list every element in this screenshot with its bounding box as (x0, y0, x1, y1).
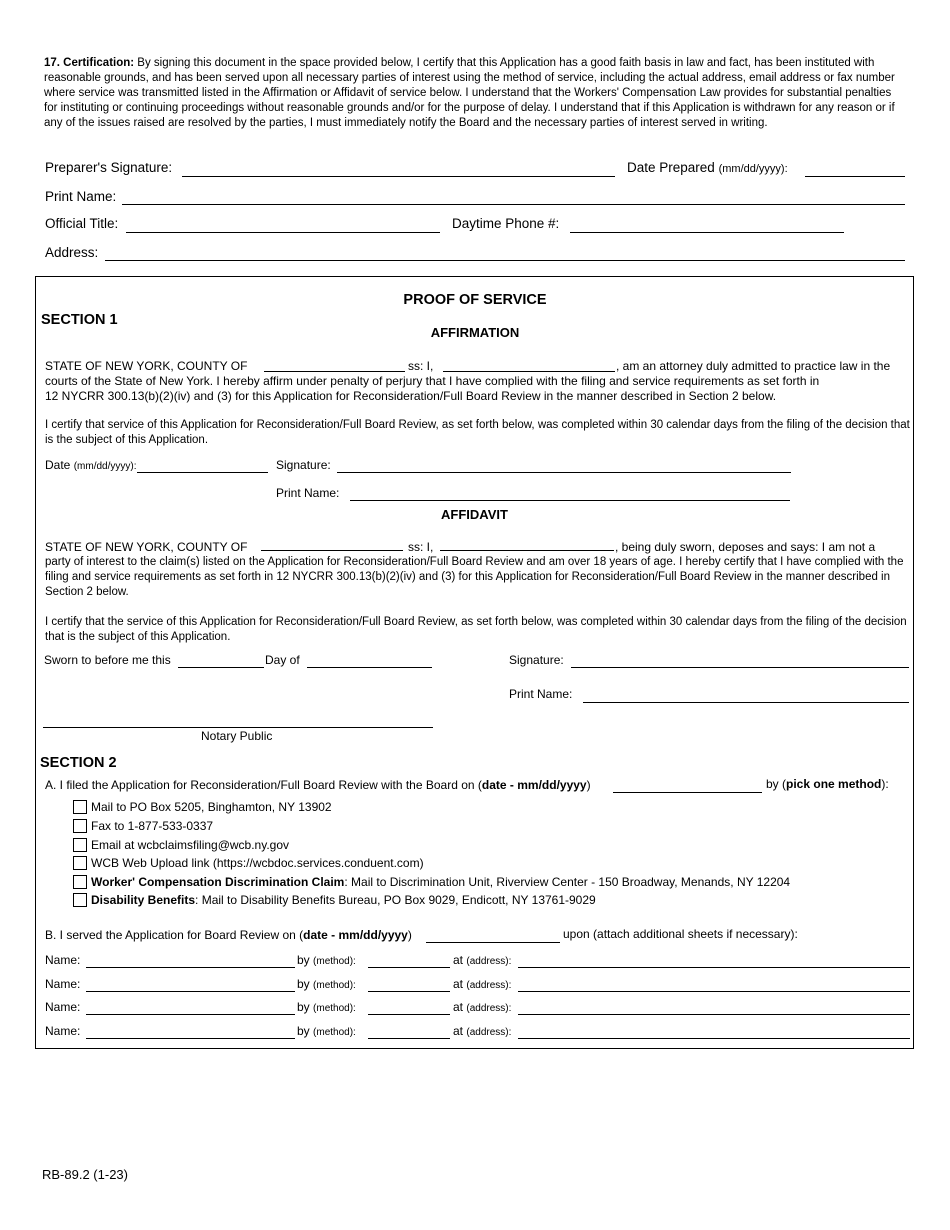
date-format-hint: (mm/dd/yyyy): (718, 163, 788, 175)
proof-of-service-title: PROOF OF SERVICE (403, 292, 547, 308)
served-name-label: Name: (45, 1024, 81, 1038)
affidavit-ss-label: ss: I, (408, 540, 434, 554)
affidavit-print-name-field[interactable] (583, 702, 909, 703)
affirmation-text-tail: , am an attorney duly admitted to practice law in the (616, 359, 891, 373)
affidavit-signature-field[interactable] (571, 667, 909, 668)
fax-checkbox[interactable] (73, 819, 87, 833)
official-title-label: Official Title: (45, 216, 119, 231)
date-prepared-label: Date Prepared (mm/dd/yyyy): (627, 160, 788, 175)
affirmation-county-field[interactable] (264, 371, 405, 372)
affirmation-ss-label: ss: I, (408, 359, 434, 373)
affidavit-text-rest: party of interest to the claim(s) listed on the Application for Reconsideration/Full Board Review and am over 18 years of age. I hereby certify that I have complied with the filing and service requirements as set forth in 12 NYCRR 300.13(b)(2)(iv) and (3) for this Application for Reconsideration/Full Board Review in the manner described in Section 2 below. (45, 556, 904, 598)
part-a-date-field[interactable] (613, 792, 762, 793)
certification-text: By signing this document in the space provided below, I certify that this Application has a good faith basis in law and fact, has been instituted with reasonable grounds, and has been served upon all necessary parties of interest using the method of service, including the actual address, email address or fax number where service was transmitted listed in the Affirmation or Affidavit of service below. I understand that the Workers' Compensation Law provides for substantial penalties for instituting or continuing proceedings without reasonable grounds and/or for the purpose of delay. I understand that if this Application is withdrawn for any reason or if any of the issues raised are resolved by the parties, I must immediately notify the Board and the necessary parties of interest served in writing. (44, 57, 895, 129)
served-by-label: by (method): (297, 953, 356, 967)
certification-heading: 17. Certification: (44, 57, 135, 69)
served-at-label: at (address): (453, 1024, 512, 1038)
served-name-label: Name: (45, 977, 81, 991)
official-title-field[interactable] (126, 232, 440, 233)
served-address-field[interactable] (518, 991, 910, 992)
affirmation-name-field[interactable] (443, 371, 615, 372)
mail-po-box-checkbox[interactable] (73, 800, 87, 814)
affidavit-name-field[interactable] (440, 550, 614, 551)
served-at-label: at (address): (453, 977, 512, 991)
method-option-label: Mail to PO Box 5205, Binghamton, NY 13902 (91, 800, 332, 814)
method-option-label: Disability Benefits: Mail to Disability Benefits Bureau, PO Box 9029, Endicott, NY 13761-9029 (91, 893, 596, 907)
affirmation-text-line2: courts of the State of New York. I hereby affirm under penalty of perjury that I have complied with the filing and service requirements as set forth in (45, 374, 820, 388)
notary-public-label: Notary Public (201, 729, 273, 743)
served-method-field[interactable] (368, 991, 450, 992)
affirmation-print-name-label: Print Name: (276, 486, 340, 500)
affirmation-date-field[interactable] (137, 472, 268, 473)
served-name-field[interactable] (86, 1014, 295, 1015)
preparer-signature-field[interactable] (182, 176, 615, 177)
served-address-field[interactable] (518, 1014, 910, 1015)
served-by-label: by (method): (297, 977, 356, 991)
notary-signature-field[interactable] (43, 727, 433, 728)
day-of-field[interactable] (307, 667, 432, 668)
served-method-field[interactable] (368, 1038, 450, 1039)
affidavit-title: AFFIDAVIT (441, 507, 508, 522)
served-method-field[interactable] (368, 1014, 450, 1015)
affirmation-title: AFFIRMATION (430, 325, 520, 340)
part-b-date-field[interactable] (426, 942, 560, 943)
sworn-label: Sworn to before me this (44, 653, 171, 667)
date-format-hint: (mm/dd/yyyy): (73, 461, 137, 472)
served-name-field[interactable] (86, 991, 295, 992)
sworn-day-field[interactable] (178, 667, 264, 668)
section1-heading: SECTION 1 (41, 312, 118, 328)
preparer-signature-label: Preparer's Signature: (45, 160, 173, 175)
part-b-text: B. I served the Application for Board Review on (date - mm/dd/yyyy) (45, 928, 412, 942)
form-number: RB-89.2 (1-23) (42, 1167, 128, 1182)
method-option-label: Fax to 1-877-533-0337 (91, 819, 214, 833)
served-address-field[interactable] (518, 967, 910, 968)
affirmation-signature-label: Signature: (276, 458, 331, 472)
served-address-field[interactable] (518, 1038, 910, 1039)
method-option-label: Worker' Compensation Discrimination Claim: Mail to Discrimination Unit, Riverview Center - 150 Broadway, Menands, NY 12204 (91, 875, 791, 889)
daytime-phone-field[interactable] (570, 232, 844, 233)
disability-benefits-checkbox[interactable] (73, 893, 87, 907)
served-method-field[interactable] (368, 967, 450, 968)
affirmation-date-label: Date (mm/dd/yyyy): (45, 458, 137, 472)
affirmation-signature-field[interactable] (337, 472, 791, 473)
web-upload-checkbox[interactable] (73, 856, 87, 870)
address-field[interactable] (105, 260, 905, 261)
affirmation-print-name-field[interactable] (350, 500, 790, 501)
address-label: Address: (45, 245, 99, 260)
part-a-method-text: by (pick one method): (766, 777, 889, 791)
print-name-label: Print Name: (45, 189, 117, 204)
section2-heading: SECTION 2 (40, 755, 117, 771)
affidavit-signature-label: Signature: (509, 653, 564, 667)
date-prepared-field[interactable] (805, 176, 905, 177)
affirmation-state-label: STATE OF NEW YORK, COUNTY OF (45, 359, 248, 373)
daytime-phone-label: Daytime Phone #: (452, 216, 560, 231)
served-name-field[interactable] (86, 1038, 295, 1039)
served-at-label: at (address): (453, 953, 512, 967)
part-b-upon-text: upon (attach additional sheets if necessary): (563, 927, 798, 941)
method-option-label: WCB Web Upload link (https://wcbdoc.services.conduent.com) (91, 856, 424, 870)
affidavit-print-name-label: Print Name: (509, 687, 573, 701)
affidavit-certify-text: I certify that the service of this Application for Reconsideration/Full Board Review, as set forth below, was completed within 30 calendar days from the filing of the decision that is the subject of this Application. (45, 616, 907, 643)
affidavit-state-label: STATE OF NEW YORK, COUNTY OF (45, 540, 248, 554)
served-by-label: by (method): (297, 1024, 356, 1038)
print-name-field[interactable] (122, 204, 905, 205)
served-by-label: by (method): (297, 1000, 356, 1014)
email-checkbox[interactable] (73, 838, 87, 852)
part-a-text: A. I filed the Application for Reconsideration/Full Board Review with the Board on (date - mm/dd/yyyy) (45, 778, 591, 792)
served-at-label: at (address): (453, 1000, 512, 1014)
method-option-label: Email at wcbclaimsfiling@wcb.ny.gov (91, 838, 290, 852)
affidavit-county-field[interactable] (261, 550, 403, 551)
affirmation-text-line3: 12 NYCRR 300.13(b)(2)(iv) and (3) for this Application for Reconsideration/Full Board Review in the manner described in Section 2 below. (45, 389, 777, 403)
served-name-label: Name: (45, 1000, 81, 1014)
affirmation-certify-text: I certify that service of this Application for Reconsideration/Full Board Review, as set forth below, was completed within 30 calendar days from the filing of the decision that is the subject of this Application. (45, 419, 910, 446)
day-of-label: Day of (265, 653, 300, 667)
served-name-field[interactable] (86, 967, 295, 968)
served-name-label: Name: (45, 953, 81, 967)
certification-paragraph (44, 56, 906, 131)
affidavit-text-tail: , being duly sworn, deposes and says: I am not a (615, 540, 876, 554)
discrimination-claim-checkbox[interactable] (73, 875, 87, 889)
